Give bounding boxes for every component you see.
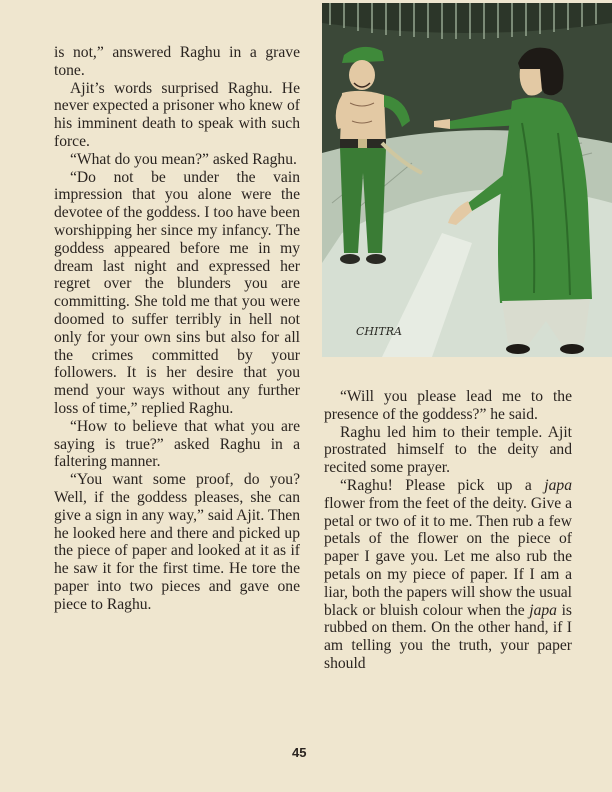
paragraph (324, 477, 572, 673)
right-text-column (324, 388, 572, 673)
paragraph: “Do not be under the vain impression that you alone were the devotee of the goddess. I too have been worshipping her since my infancy. The goddess appeared before me in my dream last night and expressed her regret over the blunders you are committing. She told me that you were doomed to suffer terribly in hell not only for your own sins but also for all the crimes committed by your followers. It is her desire that you mend your ways without any further loss of time,” replied Raghu. (54, 168, 300, 417)
text-run: flower from the feet of the deity. Give a petal or two of it to me. Then rub a few petals of the flower on the piece of paper I gave you. Let me also rub the petals on my piece of paper. If I am a liar, both the papers will show the usual black or bluish colour when the (324, 494, 572, 619)
story-illustration (322, 3, 612, 357)
italic-word: japa (529, 601, 557, 619)
paragraph: is not,” answered Raghu in a grave tone. (54, 44, 300, 79)
paragraph: “Will you please lead me to the presence of the goddess?” he said. (324, 388, 572, 423)
paragraph: “You want some proof, do you? Well, if the goddess pleases, she can give a sign in any way,” said Ajit. Then he looked here and there and picked up the piece of paper and looked at it as if he saw it for the first time. He tore the paper into two pieces and gave one piece to Raghu. (54, 471, 300, 613)
italic-word: japa (544, 476, 572, 494)
artist-signature: CHITRA (356, 325, 402, 338)
paragraph: “How to believe that what you are saying is true?” asked Raghu in a faltering manner. (54, 417, 300, 471)
paragraph: Ajit’s words surprised Raghu. He never expected a prisoner who knew of his imminent death to speak with such force. (54, 79, 300, 150)
page-number: 45 (292, 745, 307, 760)
paragraph: Raghu led him to their temple. Ajit prostrated himself to the deity and recited some prayer. (324, 423, 572, 477)
left-text-column (54, 44, 300, 614)
text-run: is rubbed on them. On the other hand, if I am telling you the truth, your paper should (324, 601, 573, 672)
paragraph: “What do you mean?” asked Raghu. (70, 150, 297, 168)
text-run: “Raghu! Please pick up a (340, 476, 545, 494)
illustration-drawing (322, 3, 612, 357)
